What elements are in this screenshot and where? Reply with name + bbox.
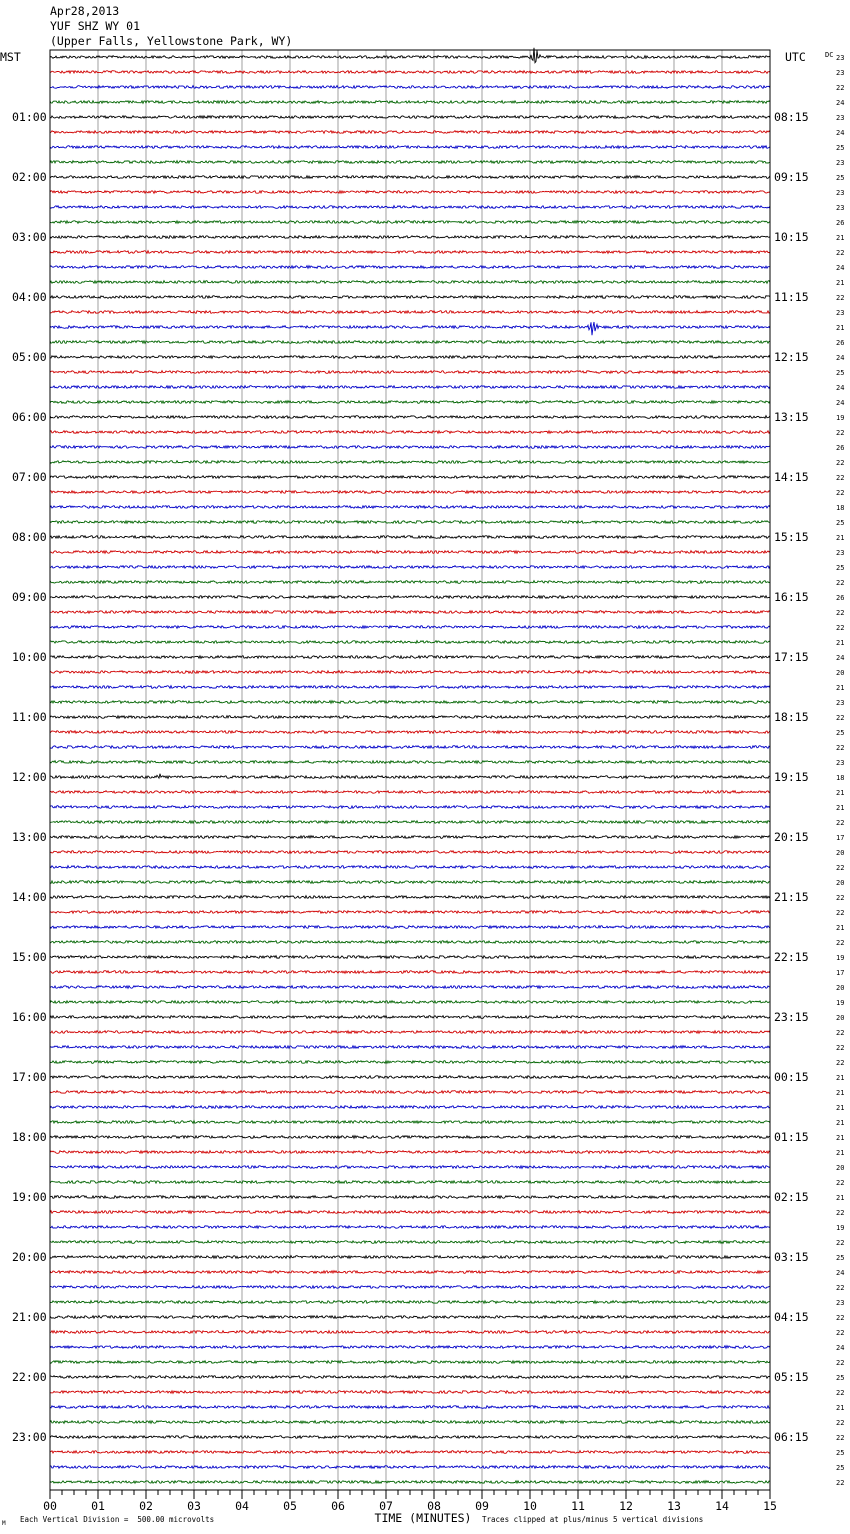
right-hour-label: 04:15 xyxy=(774,1310,809,1324)
dc-offset-value: 26 xyxy=(836,594,845,602)
trace-row-64 xyxy=(50,1016,770,1019)
left-hour-label: 11:00 xyxy=(12,710,47,724)
x-tick-label: 15 xyxy=(763,1499,777,1513)
dc-offset-value: 21 xyxy=(836,1404,845,1412)
trace-row-30 xyxy=(50,506,770,509)
trace-row-24 xyxy=(50,416,770,419)
dc-offset-value: 23 xyxy=(836,1299,845,1307)
left-hour-label: 02:00 xyxy=(12,170,47,184)
trace-row-74 xyxy=(50,1166,770,1169)
trace-row-69 xyxy=(50,1091,770,1094)
right-hour-label: 13:15 xyxy=(774,410,809,424)
dc-offset-value: 23 xyxy=(836,114,845,122)
trace-row-77 xyxy=(50,1211,770,1214)
x-tick-label: 12 xyxy=(619,1499,633,1513)
trace-row-14 xyxy=(50,266,770,269)
trace-row-58 xyxy=(50,926,770,929)
trace-row-43 xyxy=(50,701,770,704)
dc-offset-value: 22 xyxy=(836,1029,845,1037)
dc-offset-value: 20 xyxy=(836,1014,845,1022)
right-hour-label: 22:15 xyxy=(774,950,809,964)
trace-row-63 xyxy=(50,1001,770,1004)
right-hour-label: 18:15 xyxy=(774,710,809,724)
trace-row-12 xyxy=(50,236,770,239)
dc-offset-value: 23 xyxy=(836,309,845,317)
dc-offset-value: 22 xyxy=(836,1479,845,1487)
dc-offset-value: 21 xyxy=(836,1194,845,1202)
dc-offset-value: 22 xyxy=(836,1359,845,1367)
trace-group xyxy=(50,48,770,1484)
scale-note: Each Vertical Division = 500.00 microvolts xyxy=(20,1515,215,1524)
dc-offset-value: 23 xyxy=(836,189,845,197)
right-hour-label: 10:15 xyxy=(774,230,809,244)
trace-row-44 xyxy=(50,716,770,719)
trace-row-42 xyxy=(50,686,770,689)
dc-offset-value: 24 xyxy=(836,1344,845,1352)
trace-row-28 xyxy=(50,476,770,479)
trace-row-53 xyxy=(50,851,770,854)
dc-offset-value: 22 xyxy=(836,1179,845,1187)
x-tick-label: 13 xyxy=(667,1499,681,1513)
x-tick-label: 03 xyxy=(187,1499,201,1513)
trace-row-52 xyxy=(50,836,770,839)
left-hour-label: 23:00 xyxy=(12,1430,47,1444)
dc-offset-value: 22 xyxy=(836,909,845,917)
left-hour-label: 04:00 xyxy=(12,290,47,304)
dc-offset-value: 22 xyxy=(836,429,845,437)
right-hour-label: 20:15 xyxy=(774,830,809,844)
x-tick-label: 04 xyxy=(235,1499,249,1513)
x-axis xyxy=(43,1490,777,1513)
dc-offset-value: 22 xyxy=(836,1389,845,1397)
dc-offset-value: 19 xyxy=(836,954,845,962)
trace-row-70 xyxy=(50,1106,770,1109)
dc-offset-value: 25 xyxy=(836,729,845,737)
right-hour-label: 05:15 xyxy=(774,1370,809,1384)
right-hour-label: 17:15 xyxy=(774,650,809,664)
trace-row-16 xyxy=(50,296,770,299)
dc-offset-value: 23 xyxy=(836,699,845,707)
trace-row-80 xyxy=(50,1256,770,1259)
dc-offset-value: 21 xyxy=(836,534,845,542)
trace-row-5 xyxy=(50,131,770,134)
dc-offset-value: 24 xyxy=(836,99,845,107)
dc-offset-value: 19 xyxy=(836,414,845,422)
dc-offset-value: 22 xyxy=(836,489,845,497)
x-tick-label: 07 xyxy=(379,1499,393,1513)
dc-offset-value: 23 xyxy=(836,549,845,557)
dc-offset-value: 23 xyxy=(836,69,845,77)
x-tick-label: 08 xyxy=(427,1499,441,1513)
trace-row-48 xyxy=(50,774,770,779)
dc-offset-value: 22 xyxy=(836,459,845,467)
x-tick-label: 11 xyxy=(571,1499,585,1513)
dc-offset-value: 22 xyxy=(836,1059,845,1067)
trace-row-6 xyxy=(50,146,770,149)
dc-offset-value: 22 xyxy=(836,1044,845,1052)
x-tick-label: 00 xyxy=(43,1499,57,1513)
dc-offset-value: 21 xyxy=(836,684,845,692)
dc-offset-value: 21 xyxy=(836,789,845,797)
dc-offset-value: 22 xyxy=(836,1314,845,1322)
dc-offset-value: 22 xyxy=(836,744,845,752)
dc-offset-value: 19 xyxy=(836,1224,845,1232)
dc-label: DC xyxy=(825,51,834,59)
trace-row-89 xyxy=(50,1391,770,1394)
trace-row-10 xyxy=(50,206,770,209)
footer-left-mark: M xyxy=(2,1520,6,1527)
dc-offset-value: 18 xyxy=(836,504,845,512)
x-axis-title: TIME (MINUTES) xyxy=(374,1511,472,1525)
dc-offset-value: 21 xyxy=(836,639,845,647)
trace-row-13 xyxy=(50,251,770,254)
trace-row-22 xyxy=(50,386,770,389)
trace-row-91 xyxy=(50,1421,770,1424)
dc-offset-value: 22 xyxy=(836,894,845,902)
dc-offset-value: 25 xyxy=(836,369,845,377)
dc-offset-value: 26 xyxy=(836,219,845,227)
left-axis-label: MST xyxy=(0,50,21,64)
x-tick-label: 09 xyxy=(475,1499,489,1513)
trace-row-37 xyxy=(50,611,770,614)
trace-row-67 xyxy=(50,1061,770,1064)
trace-row-47 xyxy=(50,761,770,764)
left-hour-label: 17:00 xyxy=(12,1070,47,1084)
dc-offset-value: 21 xyxy=(836,804,845,812)
right-hour-label: 21:15 xyxy=(774,890,809,904)
dc-offset-value: 18 xyxy=(836,774,845,782)
dc-offset-value: 21 xyxy=(836,1134,845,1142)
dc-offset-value: 22 xyxy=(836,1434,845,1442)
trace-row-3 xyxy=(50,101,770,104)
trace-row-45 xyxy=(50,731,770,734)
dc-offset-value: 25 xyxy=(836,1254,845,1262)
right-hour-label: 00:15 xyxy=(774,1070,809,1084)
trace-row-23 xyxy=(50,401,770,404)
trace-row-56 xyxy=(50,896,770,899)
x-tick-label: 06 xyxy=(331,1499,345,1513)
left-hour-label: 08:00 xyxy=(12,530,47,544)
trace-row-31 xyxy=(50,521,770,524)
dc-offset-value: 20 xyxy=(836,1164,845,1172)
x-tick-label: 10 xyxy=(523,1499,537,1513)
dc-offset-value: 21 xyxy=(836,1104,845,1112)
dc-offset-value: 20 xyxy=(836,669,845,677)
trace-row-88 xyxy=(50,1376,770,1379)
left-hour-label: 10:00 xyxy=(12,650,47,664)
trace-row-9 xyxy=(50,191,770,194)
right-hour-label: 14:15 xyxy=(774,470,809,484)
trace-row-26 xyxy=(50,446,770,449)
dc-offset-value: 22 xyxy=(836,1329,845,1337)
dc-offset-value: 17 xyxy=(836,834,845,842)
dc-offset-value: 24 xyxy=(836,354,845,362)
right-hour-label: 02:15 xyxy=(774,1190,809,1204)
trace-row-2 xyxy=(50,86,770,89)
trace-row-92 xyxy=(50,1436,770,1439)
dc-offset-value: 23 xyxy=(836,759,845,767)
trace-row-95 xyxy=(50,1481,770,1484)
right-hour-label: 12:15 xyxy=(774,350,809,364)
trace-row-4 xyxy=(50,116,770,119)
trace-row-55 xyxy=(50,881,770,884)
left-hour-label: 16:00 xyxy=(12,1010,47,1024)
right-hour-label: 08:15 xyxy=(774,110,809,124)
trace-row-73 xyxy=(50,1151,770,1154)
trace-row-27 xyxy=(50,461,770,464)
trace-row-29 xyxy=(50,491,770,494)
trace-row-41 xyxy=(50,671,770,674)
dc-offset-value: 21 xyxy=(836,1119,845,1127)
trace-row-50 xyxy=(50,806,770,809)
trace-row-25 xyxy=(50,431,770,434)
dc-offset-value: 23 xyxy=(836,159,845,167)
trace-row-19 xyxy=(50,341,770,344)
left-hour-label: 06:00 xyxy=(12,410,47,424)
trace-row-34 xyxy=(50,566,770,569)
right-hour-label: 16:15 xyxy=(774,590,809,604)
dc-offset-value: 25 xyxy=(836,1374,845,1382)
right-hour-label: 01:15 xyxy=(774,1130,809,1144)
left-hour-label: 07:00 xyxy=(12,470,47,484)
trace-row-78 xyxy=(50,1226,770,1229)
trace-row-54 xyxy=(50,866,770,869)
dc-offset-value: 22 xyxy=(836,249,845,257)
trace-row-59 xyxy=(50,941,770,944)
left-hour-label: 01:00 xyxy=(12,110,47,124)
left-hour-label: 14:00 xyxy=(12,890,47,904)
dc-offset-value: 22 xyxy=(836,1209,845,1217)
right-hour-label: 11:15 xyxy=(774,290,809,304)
left-hour-label: 12:00 xyxy=(12,770,47,784)
trace-row-90 xyxy=(50,1406,770,1409)
trace-row-84 xyxy=(50,1316,770,1319)
trace-row-36 xyxy=(50,596,770,599)
dc-offset-value: 25 xyxy=(836,1464,845,1472)
header-station: YUF SHZ WY 01 xyxy=(50,19,141,33)
trace-row-1 xyxy=(50,71,770,74)
dc-offset-value: 20 xyxy=(836,984,845,992)
dc-offset-value: 24 xyxy=(836,1269,845,1277)
x-tick-label: 05 xyxy=(283,1499,297,1513)
dc-offset-value: 22 xyxy=(836,939,845,947)
left-hour-label: 22:00 xyxy=(12,1370,47,1384)
trace-row-82 xyxy=(50,1286,770,1289)
trace-row-18 xyxy=(50,322,770,335)
trace-row-33 xyxy=(50,551,770,554)
dc-offset-value: 25 xyxy=(836,1449,845,1457)
left-hour-label: 20:00 xyxy=(12,1250,47,1264)
dc-offset-value: 25 xyxy=(836,144,845,152)
dc-offset-value: 25 xyxy=(836,519,845,527)
trace-row-57 xyxy=(50,911,770,914)
right-hour-label: 23:15 xyxy=(774,1010,809,1024)
trace-row-76 xyxy=(50,1196,770,1199)
dc-offset-value: 21 xyxy=(836,324,845,332)
trace-row-20 xyxy=(50,356,770,359)
dc-offset-value: 24 xyxy=(836,384,845,392)
left-hour-label: 21:00 xyxy=(12,1310,47,1324)
trace-row-79 xyxy=(50,1241,770,1244)
trace-row-35 xyxy=(50,581,770,584)
trace-row-32 xyxy=(50,536,770,539)
plot-frame xyxy=(50,50,770,1490)
dc-offset-value: 22 xyxy=(836,84,845,92)
trace-row-60 xyxy=(50,956,770,959)
trace-row-94 xyxy=(50,1466,770,1469)
dc-offset-value: 23 xyxy=(836,54,845,62)
dc-offset-value: 22 xyxy=(836,1419,845,1427)
clip-note: Traces clipped at plus/minus 5 vertical divisions xyxy=(482,1515,704,1524)
trace-row-7 xyxy=(50,161,770,164)
left-hour-label: 18:00 xyxy=(12,1130,47,1144)
dc-offset-value: 22 xyxy=(836,864,845,872)
trace-row-62 xyxy=(50,986,770,989)
x-tick-label: 01 xyxy=(91,1499,105,1513)
trace-row-66 xyxy=(50,1046,770,1049)
trace-row-87 xyxy=(50,1361,770,1364)
trace-row-71 xyxy=(50,1121,770,1124)
trace-row-17 xyxy=(50,311,770,314)
right-hour-label: 15:15 xyxy=(774,530,809,544)
dc-offset-value: 21 xyxy=(836,234,845,242)
dc-offset-value: 24 xyxy=(836,264,845,272)
x-tick-label: 02 xyxy=(139,1499,153,1513)
dc-offset-value: 22 xyxy=(836,294,845,302)
left-hour-label: 03:00 xyxy=(12,230,47,244)
dc-offset-value: 21 xyxy=(836,1149,845,1157)
dc-offset-value: 17 xyxy=(836,969,845,977)
right-hour-label: 19:15 xyxy=(774,770,809,784)
trace-row-49 xyxy=(50,791,770,794)
left-hour-label: 05:00 xyxy=(12,350,47,364)
trace-row-68 xyxy=(50,1076,770,1079)
dc-offset-value: 21 xyxy=(836,1089,845,1097)
dc-offset-value: 25 xyxy=(836,174,845,182)
trace-row-81 xyxy=(50,1271,770,1274)
trace-row-39 xyxy=(50,641,770,644)
trace-row-38 xyxy=(50,626,770,629)
dc-offset-value: 25 xyxy=(836,564,845,572)
trace-row-75 xyxy=(50,1181,770,1184)
dc-offset-value: 24 xyxy=(836,129,845,137)
trace-row-93 xyxy=(50,1451,770,1454)
right-hour-label: 06:15 xyxy=(774,1430,809,1444)
right-hour-label: 03:15 xyxy=(774,1250,809,1264)
dc-offset-value: 20 xyxy=(836,879,845,887)
left-hour-label: 15:00 xyxy=(12,950,47,964)
dc-offset-value: 26 xyxy=(836,444,845,452)
trace-row-83 xyxy=(50,1301,770,1304)
trace-row-15 xyxy=(50,281,770,284)
dc-offset-value: 22 xyxy=(836,714,845,722)
trace-row-86 xyxy=(50,1346,770,1349)
trace-row-61 xyxy=(50,971,770,974)
dc-offset-value: 20 xyxy=(836,849,845,857)
trace-row-85 xyxy=(50,1331,770,1334)
left-hour-label: 19:00 xyxy=(12,1190,47,1204)
header-date: Apr28,2013 xyxy=(50,4,120,18)
trace-row-46 xyxy=(50,746,770,749)
left-hour-label: 13:00 xyxy=(12,830,47,844)
dc-offset-value: 19 xyxy=(836,999,845,1007)
trace-row-8 xyxy=(50,176,770,179)
dc-offset-value: 21 xyxy=(836,279,845,287)
dc-offset-value: 24 xyxy=(836,654,845,662)
right-axis-label: UTC xyxy=(785,50,806,64)
header-location: (Upper Falls, Yellowstone Park, WY) xyxy=(50,34,293,48)
dc-offset-value: 22 xyxy=(836,1284,845,1292)
dc-offset-value: 22 xyxy=(836,819,845,827)
dc-offset-value: 22 xyxy=(836,1239,845,1247)
dc-offset-value: 21 xyxy=(836,924,845,932)
left-hour-label: 09:00 xyxy=(12,590,47,604)
right-hour-label: 09:15 xyxy=(774,170,809,184)
dc-offset-value: 23 xyxy=(836,204,845,212)
dc-offset-value: 22 xyxy=(836,474,845,482)
trace-row-40 xyxy=(50,656,770,659)
trace-row-51 xyxy=(50,821,770,824)
dc-offset-value: 24 xyxy=(836,399,845,407)
trace-row-65 xyxy=(50,1031,770,1034)
trace-row-11 xyxy=(50,221,770,224)
dc-offset-value: 22 xyxy=(836,609,845,617)
dc-offset-value: 22 xyxy=(836,624,845,632)
trace-row-72 xyxy=(50,1136,770,1139)
trace-row-21 xyxy=(50,371,770,374)
dc-offset-value: 26 xyxy=(836,339,845,347)
dc-offset-value: 22 xyxy=(836,579,845,587)
dc-offset-value: 21 xyxy=(836,1074,845,1082)
x-tick-label: 14 xyxy=(715,1499,729,1513)
